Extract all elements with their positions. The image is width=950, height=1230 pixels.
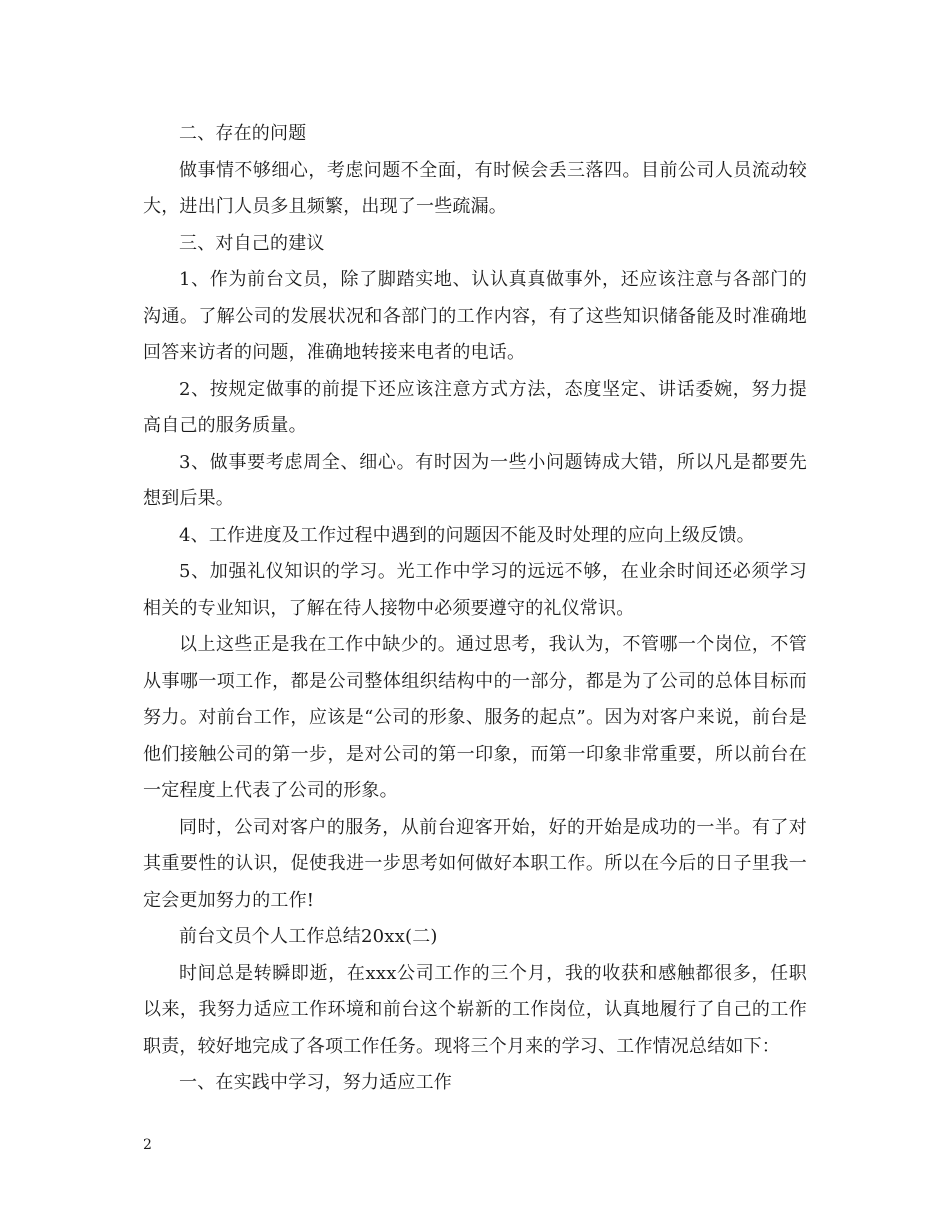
page-number: 2 <box>143 1137 152 1153</box>
list-item: 5、加强礼仪知识的学习。光工作中学习的远远不够，在业余时间还必须学习相关的专业知识，了解在待人接物中必须要遵守的礼仪常识。 <box>143 561 807 619</box>
paragraph: 以上这些正是我在工作中缺少的。通过思考，我认为，不管哪一个岗位，不管从事哪一项工作，都是公司整体组织结构中的一部分，都是为了公司的总体目标而努力。对前台工作，应该是“公司的形象、服务的起点”。因为对客户来说，前台是他们接触公司的第一步，是对公司的第一印象，而第一印象非常重要，所以前台在一定程度上代表了公司的形象。 <box>143 634 807 801</box>
paragraph: 同时，公司对客户的服务，从前台迎客开始，好的开始是成功的一半。有了对其重要性的认识，促使我进一步思考如何做好本职工作。所以在今后的日子里我一定会更加努力的工作! <box>143 816 807 911</box>
section-heading-problems: 二、存在的问题 <box>179 123 307 144</box>
list-item: 4、工作进度及工作过程中遇到的问题因不能及时处理的应向上级反馈。 <box>179 524 755 546</box>
document-body <box>143 116 807 1102</box>
paragraph: 做事情不够细心，考虑问题不全面，有时候会丢三落四。目前公司人员流动较大，进出门人员多且频繁，出现了一些疏漏。 <box>143 159 807 217</box>
section-heading-practice: 一、在实践中学习，努力适应工作 <box>179 1072 452 1093</box>
list-item: 3、做事要考虑周全、细心。有时因为一些小问题铸成大错，所以凡是都要先想到后果。 <box>143 451 807 509</box>
document-title: 前台文员个人工作总结20xx(二) <box>179 926 438 947</box>
paragraph: 时间总是转瞬即逝，在xxx公司工作的三个月，我的收获和感触都很多，任职以来，我努力适应工作环境和前台这个崭新的工作岗位，认真地履行了自己的工作职责，较好地完成了各项工作任务。现将三个月来的学习、工作情况总结如下： <box>143 962 807 1057</box>
list-item: 2、按规定做事的前提下还应该注意方式方法，态度坚定、讲话委婉，努力提高自己的服务质量。 <box>143 378 807 436</box>
section-heading-suggestions: 三、对自己的建议 <box>179 232 325 254</box>
list-item: 1、作为前台文员，除了脚踏实地、认认真真做事外，还应该注意与各部门的沟通。了解公司的发展状况和各部门的工作内容，有了这些知识储备能及时准确地回答来访者的问题，准确地转接来电者的电话。 <box>143 269 807 363</box>
